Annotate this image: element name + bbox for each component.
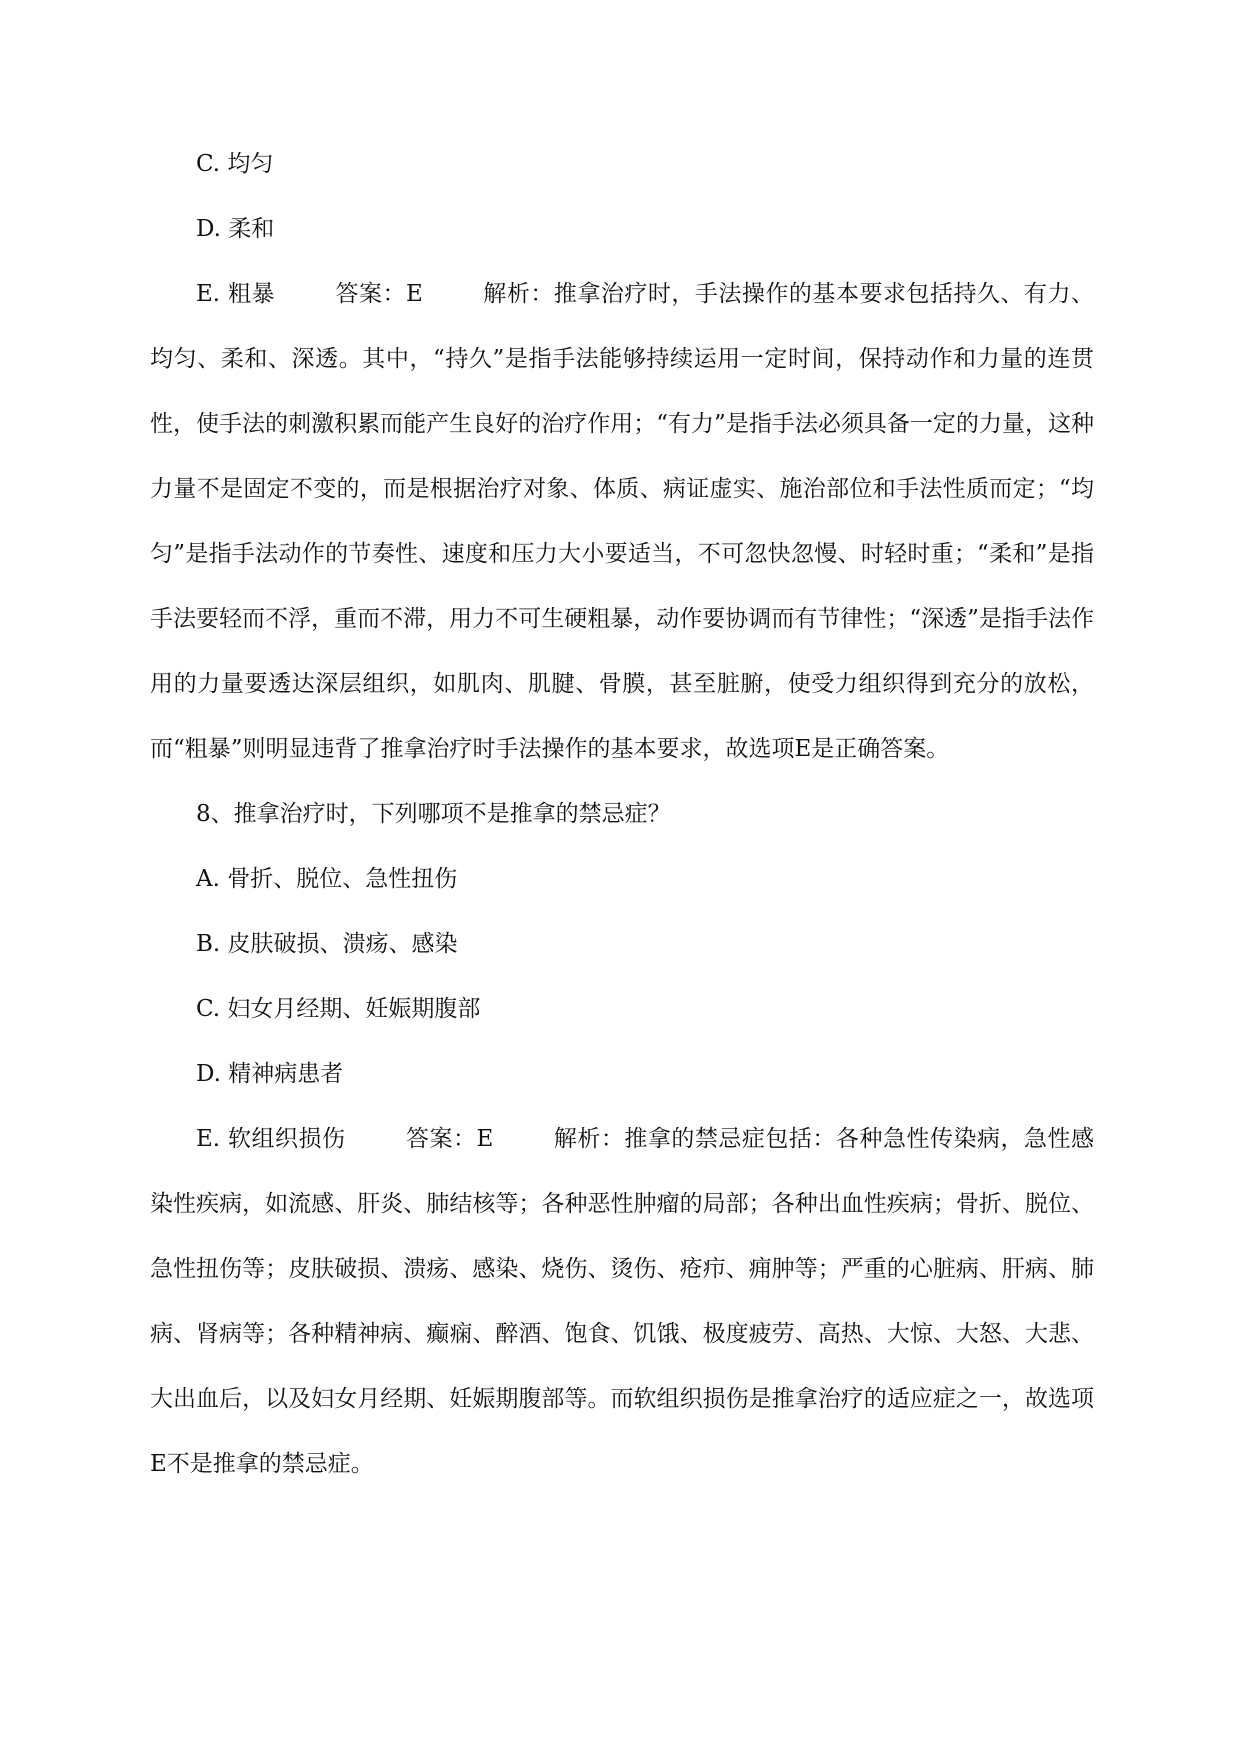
q7-answer-explanation [150,262,1094,782]
option-c [150,977,1094,1042]
q8-answer-explanation [150,1107,1094,1497]
option-c [150,132,1094,197]
option-text: 软组织损伤 [227,1126,346,1152]
explanation-label: 解析： [482,281,554,307]
option-letter: E. [196,1126,221,1152]
option-letter: C. [196,996,221,1022]
answer-label: 答案：E [334,281,423,307]
option-a [150,847,1094,912]
option-text: 粗暴 [227,281,275,307]
option-d [150,1042,1094,1107]
option-letter: D. [196,1061,221,1087]
option-text: 柔和 [228,216,275,242]
option-letter: D. [196,216,221,242]
option-text: 妇女月经期、妊娠期腹部 [227,996,481,1022]
explanation-text: 推拿的禁忌症包括：各种急性传染病，急性感染性疾病，如流感、肝炎、肺结核等；各种恶性肿瘤的局部；各种出血性疾病；骨折、脱位、急性扭伤等；皮肤破损、溃疡、感染、烧伤、烫伤、疮疖、痈肿等；严重的心脏病、肝病、肺病、肾病等；各种精神病、癫痫、醉酒、饱食、饥饿、极度疲劳、高热、大惊、大怒、大悲、大出血后，以及妇女月经期、妊娠期腹部等。而软组织损伤是推拿治疗的适应症之一，故选项E不是推拿的禁忌症。 [150,1126,1095,1477]
option-text: 均匀 [227,151,274,177]
option-text: 精神病患者 [228,1061,344,1087]
document-page [150,132,1094,1497]
option-text: 骨折、脱位、急性扭伤 [227,866,458,892]
explanation-text: 推拿治疗时，手法操作的基本要求包括持久、有力、均匀、柔和、深透。其中，“持久”是指手法能够持续运用一定时间，保持动作和力量的连贯性，使手法的刺激积累而能产生良好的治疗作用；“有力”是指手法必须具备一定的力量，这种力量不是固定不变的，而是根据治疗对象、体质、病证虚实、施治部位和手法性质而定；“均匀”是指手法动作的节奏性、速度和压力大小要适当，不可忽快忽慢、时轻时重；“柔和”是指手法要轻而不浮，重而不滞，用力不可生硬粗暴，动作要协调而有节律性；“深透”是指手法作用的力量要透达深层组织，如肌肉、肌腱、骨膜，甚至脏腑，使受力组织得到充分的放松，而“粗暴”则明显违背了推拿治疗时手法操作的基本要求，故选项E是正确答案。 [150,281,1095,762]
question-8 [150,782,1094,847]
explanation-label: 解析： [553,1126,625,1152]
answer-label: 答案：E [405,1126,494,1152]
option-letter: C. [196,151,221,177]
option-letter: A. [196,866,220,892]
option-d [150,197,1094,262]
option-letter: E. [196,281,221,307]
question-text: 8、推拿治疗时，下列哪项不是推拿的禁忌症？ [196,801,671,827]
option-text: 皮肤破损、溃疡、感染 [227,931,458,957]
option-b [150,912,1094,977]
option-letter: B. [196,931,221,957]
